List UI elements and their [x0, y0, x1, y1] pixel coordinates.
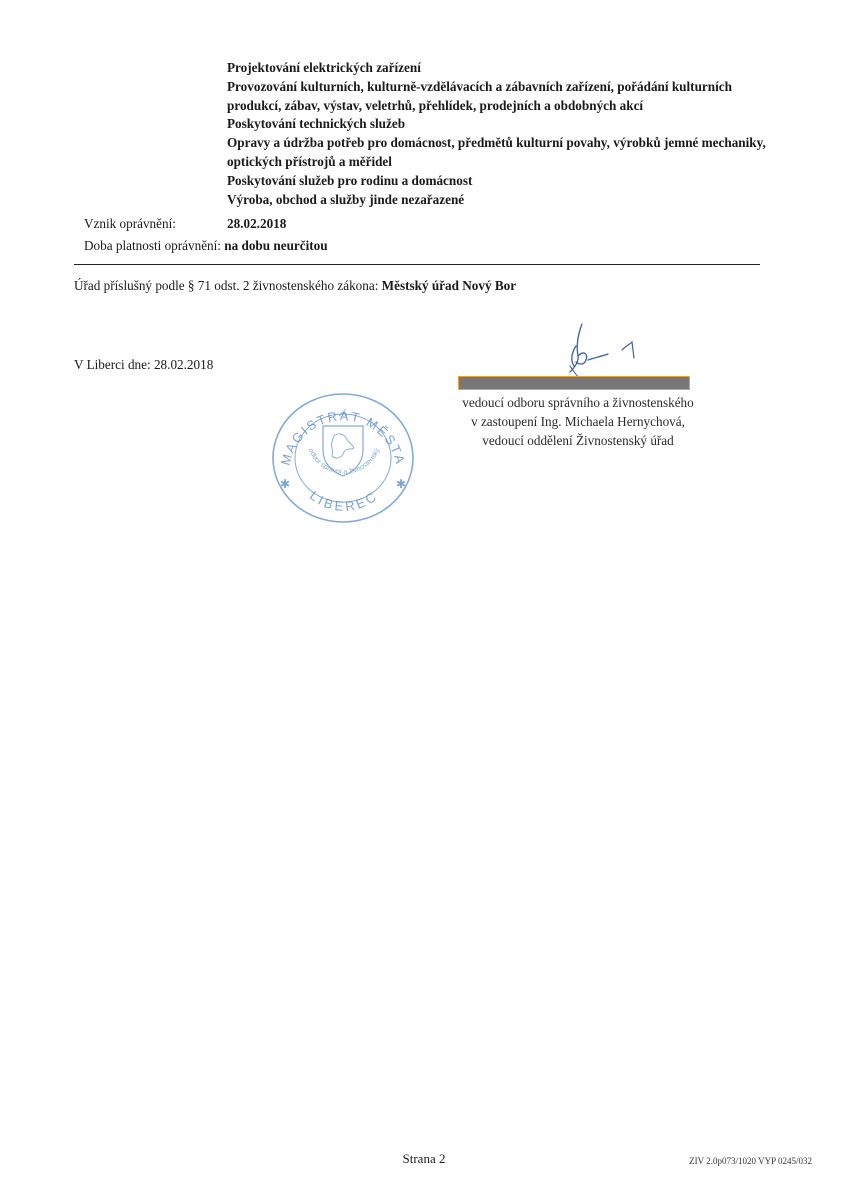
redacted-name-bar: [458, 376, 690, 390]
validity-value: na dobu neurčitou: [224, 238, 328, 253]
stamp-top-text: MAGISTRÁT MĚSTA: [277, 408, 409, 467]
signatory-line: v zastoupení Ing. Michaela Hernychová,: [471, 414, 685, 429]
origin-label: Vznik oprávnění:: [84, 216, 176, 231]
activity-item: Projektování elektrických zařízení: [227, 60, 421, 75]
signatory-line: vedoucí oddělení Živnostenský úřad: [482, 433, 674, 448]
office-line: [74, 277, 516, 295]
signatory-line: vedoucí odboru správního a živnostenského: [462, 395, 694, 410]
office-value: Městský úřad Nový Bor: [381, 278, 517, 293]
office-label: Úřad příslušný podle § 71 odst. 2 živnostenského zákona:: [74, 278, 379, 293]
activity-item: Poskytování technických služeb: [227, 116, 406, 132]
star-icon: ✱: [280, 477, 291, 491]
signatory-block: [430, 393, 726, 450]
activity-item: Poskytování služeb pro rodinu a domácnost: [227, 172, 473, 188]
activities-list: [227, 59, 767, 209]
horizontal-divider: [74, 264, 760, 265]
validity-row: [84, 237, 328, 255]
svg-text:MAGISTRÁT MĚSTA: [278, 408, 409, 467]
star-icon: ✱: [396, 477, 407, 491]
stamp-bottom-text: LIBEREC: [307, 487, 382, 515]
origin-row: [84, 215, 286, 233]
activity-item: Provozování kulturních, kulturně-vzdělávacích a zábavních zařízení, pořádání kulturních produkcí, zábav, výstav, veletrhů, přehlídek, prodejních a obdobných akcí: [227, 78, 732, 113]
origin-value: 28.02.2018: [227, 216, 287, 231]
activity-item: Výroba, obchod a služby jinde nezařazené: [227, 191, 465, 207]
page-number: Strana 2: [402, 1151, 446, 1166]
stamp-inner-text: odbor správní a živnostenský: [306, 447, 382, 476]
document-code: ZIV 2.0p073/1020 VYP 0245/032: [689, 1156, 812, 1166]
svg-text:LIBEREC: [307, 488, 381, 514]
activity-item: Opravy a údržba potřeb pro domácnost, předmětů kulturní povahy, výrobků jemné mechaniky, optických přístrojů a měřidel: [227, 135, 766, 169]
validity-label: Doba platnosti oprávnění:: [84, 238, 221, 253]
signature-scribble: [548, 320, 658, 380]
official-stamp: [268, 388, 418, 524]
place-date: V Liberci dne: 28.02.2018: [74, 357, 214, 372]
